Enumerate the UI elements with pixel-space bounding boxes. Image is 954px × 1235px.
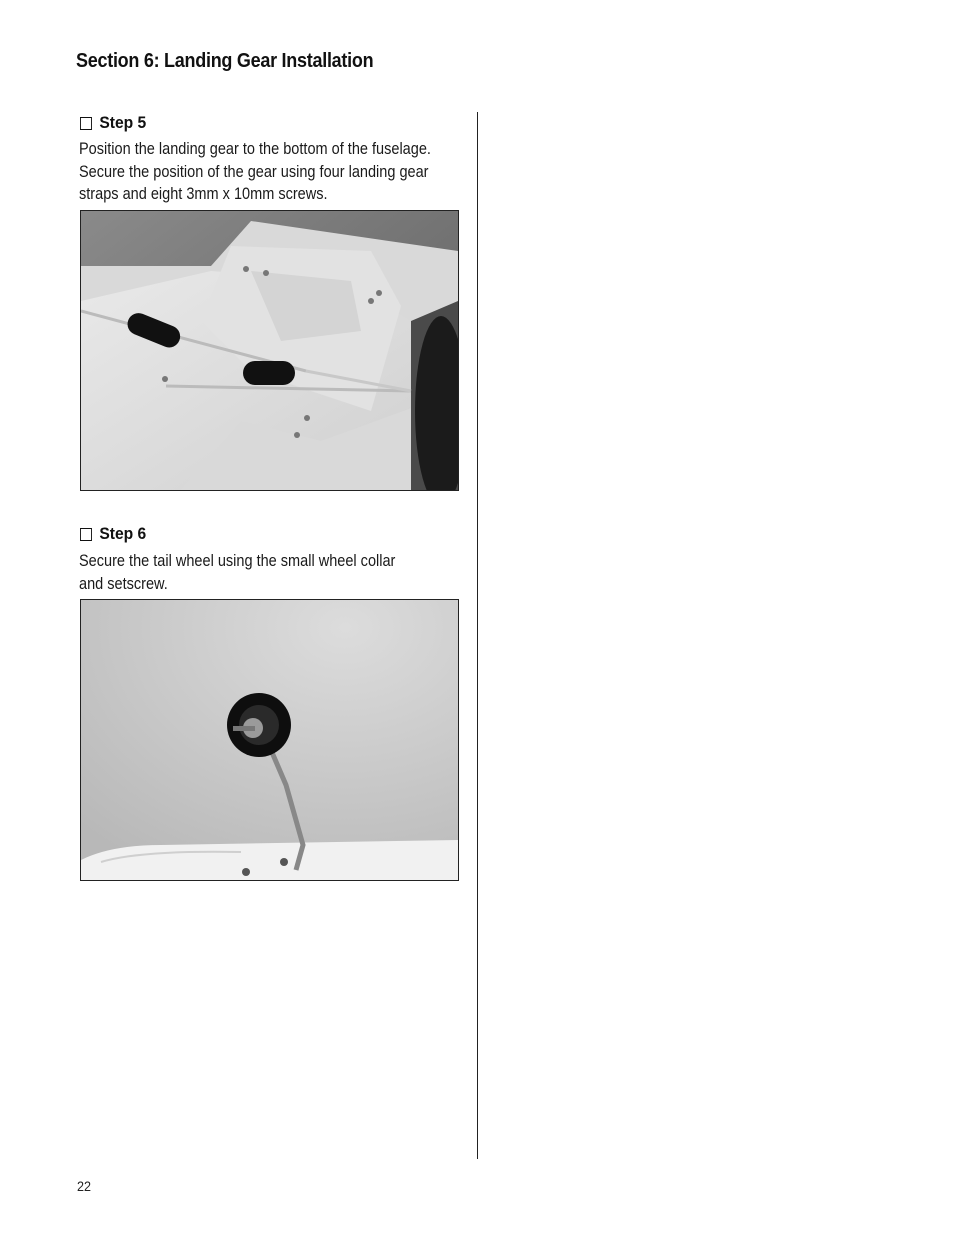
step-5-line: Position the landing gear to the bottom of the fuselage. (79, 140, 431, 158)
step-6-line: Secure the tail wheel using the small wheel collar (79, 552, 396, 570)
tail-wheel-photo (80, 599, 459, 881)
step-6-checkbox[interactable] (80, 528, 92, 541)
column-divider (477, 112, 478, 1159)
landing-gear-photo (80, 210, 459, 491)
step-5-heading (80, 113, 146, 133)
step-6-instructions (79, 550, 449, 595)
page-number: 22 (77, 1178, 92, 1194)
step-5-label: Step 5 (99, 113, 147, 132)
step-6-heading (80, 524, 146, 544)
step-5-instructions (79, 138, 449, 206)
step-5-line: straps and eight 3mm x 10mm screws. (79, 185, 328, 203)
section-title: Section 6: Landing Gear Installation (76, 50, 374, 72)
step-6-label: Step 6 (99, 524, 147, 543)
step-6-line: and setscrew. (79, 574, 168, 593)
step-5-line: Secure the position of the gear using four landing gear (79, 162, 429, 181)
step-5-checkbox[interactable] (80, 117, 92, 130)
